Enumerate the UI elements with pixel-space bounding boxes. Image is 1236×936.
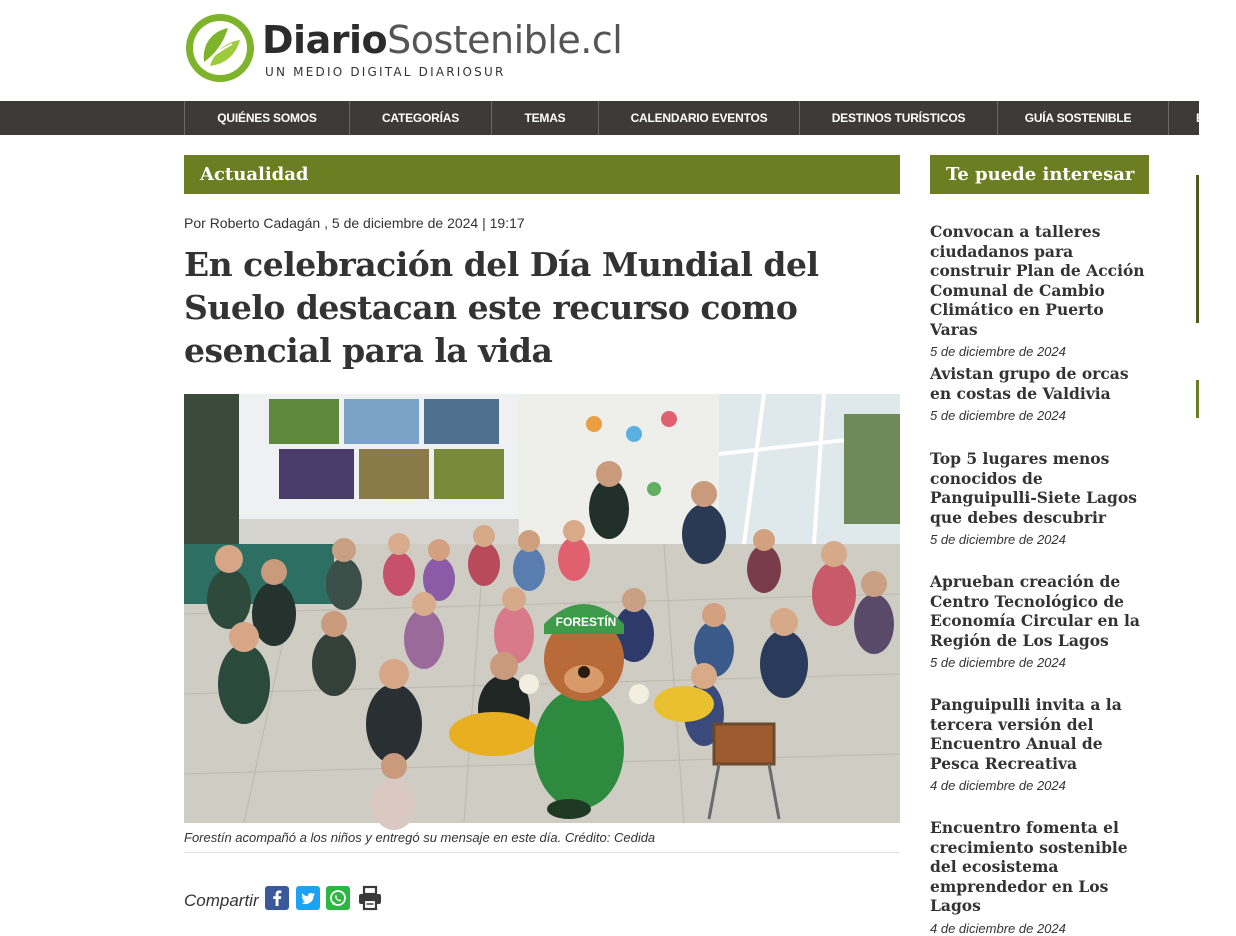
facebook-icon[interactable] (265, 886, 289, 910)
sidebar-header (930, 155, 1149, 194)
logo-wordmark: DiarioSostenible.cl (262, 18, 623, 62)
whatsapp-icon[interactable] (326, 886, 350, 910)
sidebar-item-title[interactable]: Panguipulli invita a la tercera versión del Encuentro Anual de Pesca Recreativa (930, 695, 1122, 773)
sidebar-item-title[interactable]: Convocan a talleres ciudadanos para construir Plan de Acción Comunal de Cambio Climático en Puerto Varas (930, 222, 1145, 339)
article-date: 5 de diciembre de 2024 (331, 215, 479, 231)
sidebar-item-date: 4 de diciembre de 2024 (930, 778, 1066, 793)
nav-item-guia[interactable]: GUÍA SOSTENIBLE (997, 101, 1158, 135)
logo-tagline: UN MEDIO DIGITAL DIARIOSUR (265, 65, 506, 79)
sidebar-item (930, 572, 1149, 670)
sidebar-item (930, 695, 1149, 793)
sidebar-heading: Te puede interesar (946, 164, 1135, 185)
article-photo[interactable] (184, 394, 900, 823)
caption-divider (184, 852, 900, 853)
share-label: Compartir (184, 891, 259, 910)
nav-item-calendario[interactable]: CALENDARIO EVENTOS (598, 101, 799, 135)
article-time: 19:17 (489, 215, 525, 231)
twitter-icon[interactable] (296, 886, 320, 910)
article-byline (184, 215, 525, 231)
nav-item-more[interactable]: B (1168, 101, 1236, 135)
byline-prefix: Por (184, 215, 206, 231)
section-header (184, 155, 900, 194)
section-label[interactable]: Actualidad (200, 164, 309, 185)
site-logo[interactable] (184, 12, 623, 87)
sidebar-item-title[interactable]: Avistan grupo de orcas en costas de Valdivia (930, 364, 1129, 403)
sidebar-item-date: 4 de diciembre de 2024 (930, 920, 1066, 936)
main-nav (0, 101, 1205, 135)
byline-sep: , (324, 215, 332, 231)
sidebar-item-title[interactable]: Encuentro fomenta el crecimiento sostenible del ecosistema emprendedor en Los Lagos (930, 818, 1128, 915)
leaf-logo-icon (184, 12, 256, 84)
photo-illustration (184, 394, 900, 823)
sidebar-item-date: 5 de diciembre de 2024 (930, 344, 1066, 359)
mascot-cap-text: FORESTÍN (555, 615, 617, 629)
photo-caption: Forestín acompañó a los niños y entregó su mensaje en este día. Crédito: Cedida (184, 830, 656, 845)
sidebar-item-date: 5 de diciembre de 2024 (930, 532, 1066, 547)
article-title: En celebración del Día Mundial del Suelo destacan este recurso como esencial para la vida (184, 245, 819, 370)
nav-item-quienes-somos[interactable]: QUIÉNES SOMOS (184, 101, 349, 135)
nav-item-temas[interactable]: TEMAS (491, 101, 598, 135)
edge-ad-border (1196, 175, 1199, 323)
edge-ad-border (1196, 380, 1199, 418)
sidebar-item-title[interactable]: Top 5 lugares menos conocidos de Panguipulli-Siete Lagos que debes descubrir (930, 449, 1137, 527)
nav-item-categorias[interactable]: CATEGORÍAS (349, 101, 491, 135)
sidebar-item (930, 364, 1149, 423)
site-header (0, 0, 1199, 101)
print-icon[interactable] (357, 885, 383, 911)
sidebar-item (930, 818, 1149, 936)
sidebar-item (930, 222, 1149, 359)
sidebar-item-title[interactable]: Aprueban creación de Centro Tecnológico de Economía Circular en la Región de Los Lagos (930, 572, 1140, 650)
nav-item-destinos[interactable]: DESTINOS TURÍSTICOS (799, 101, 997, 135)
author-link[interactable]: Roberto Cadagán (209, 215, 321, 231)
byline-pipe: | (482, 215, 486, 231)
sidebar-item-date: 5 de diciembre de 2024 (930, 655, 1066, 670)
sidebar-item (930, 449, 1149, 547)
sidebar-item-date: 5 de diciembre de 2024 (930, 408, 1066, 423)
